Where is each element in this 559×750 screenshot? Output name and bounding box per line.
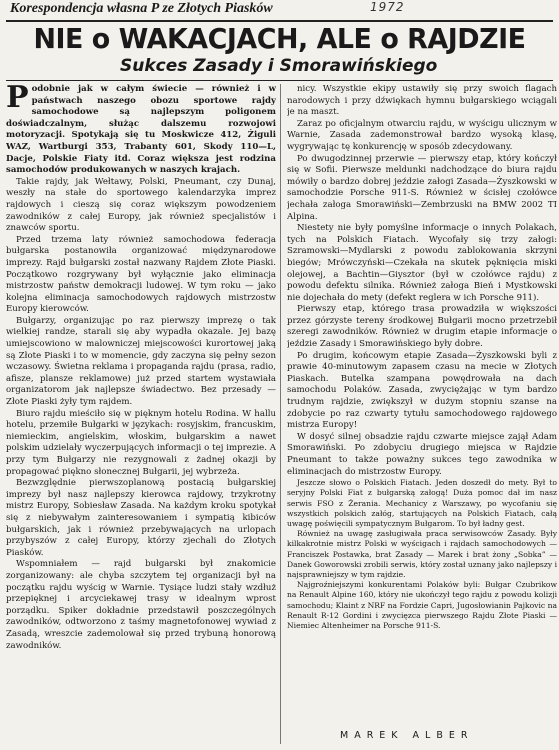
body-paragraph: W dosyć silnej obsadzie rajdu czwarte miejsce zajął Adam Smorawiński. Po zdobyciu drugiego miejsca w Rajdzie Pneumant to także poważny sukces tego zawodnika w eliminacjach do mistrzostw Europy.: [287, 431, 557, 477]
lead-paragraph: [6, 84, 276, 177]
body-paragraph: Bułgarzy, organizując po raz pierwszy imprezę o tak wielkiej randze, starali się aby wypadła okazale. Jej bazę umiejscowiono w malowniczej miejscowości kurortowej jaką są Złote Piaski i to w momencie, gdy zaczyna się pełny sezon wczasowy. Świetna reklama i propaganda rajdu (prasa, radio, afisze, plansze reklamowe) już przed startem wystawiała organizatorom jak najlepsze świadectwo. Bez przesady — Złote Piaski żyły tym rajdem.: [6, 315, 276, 408]
drop-cap: P: [6, 84, 29, 115]
dateline-bar: [0, 0, 559, 22]
body-paragraph: Zaraz po oficjalnym otwarciu rajdu, w wyścigu ulicznym w Warnie, Zasada zademonstrował bardzo wysoką klasę, wygrywając tę konkurencję w sposób zdecydowany.: [287, 118, 557, 152]
small-paragraph: Najgroźniejszymi konkurentami Polaków byli: Bułgar Czubrikow na Renault Alpine 160, który nie ukończył tego rajdu z powodu kolizji samochodu; Klaint z NRF na Fordzie Capri, Jugosłowianin Pajkovic na Renault R-12 Gordini i zwycięzca pierwszego Rajdu Złote Piaski — Niemiec Altenheimer na Porsche 911-S.: [287, 580, 557, 631]
handwritten-year: 1972: [370, 0, 405, 14]
body-paragraph: Niestety nie były pomyślne informacje o innych Polakach, tych na Polskich Fiatach. Wycofały się trzy załogi: Szramowski—Mydlarski z powodu zablokowania skrzyni biegów; Mrówczyński—Czekała na skutek pęknięcia miski olejowej, a Bachtin—Giysztor (był w czołówce rajdu) z powodu defektu silnika. Również załoga Bień i Mystkowski nie dojechała do mety (defekt reglera w ich Porsche 911).: [287, 223, 557, 303]
column-divider: [280, 84, 281, 744]
subheadline: Sukces Zasady i Smorawińskiego: [120, 56, 438, 76]
small-paragraph: Również na uwagę zasługiwała praca serwisowców Zasady. Były kilkakrotnie mistrz Polski w wyścigach i rajdach samochodowych — Franciszek Postawka, brat Zasady — Marek i brat żony „Sobka” — Danek Goworowski zrobili serwis, który został uznany jako najlepszy i najsprawniejszy w tym rajdzie.: [287, 529, 557, 580]
body-paragraph: Wspomniałem — rajd bułgarski był znakomicie zorganizowany: ale chyba szczytem tej organizacji był na początku rajdu wyścig w Warnie. Tysiące ludzi stały wzdłuż przepięknej i arcyciekawej trasy w idealnym wprost porządku. Spiker dokładnie przedstawił poszczególnych zawodników, odtworzono z taśmy magnetofonowej wywiad z Zasadą, wreszcie zademolował się przed trybuną honorową zawodników.: [6, 559, 276, 651]
headline: NIE o WAKACJACH, ALE o RAJDZIE: [33, 22, 526, 55]
author-byline: MAREK ALBER: [340, 730, 474, 741]
right-column: [287, 84, 557, 712]
body-paragraph: Pierwszy etap, którego trasa prowadziła w większości przez górzyste tereny środkowej Bułgarii mocno przetrzebił szeregi zawodników. Również w drugim etapie informacje o jeździe Zasady i Smorawińskiego były dobre.: [287, 304, 557, 350]
body-paragraph: Bezwzględnie pierwszoplanową postacią bułgarskiej imprezy był nasz najlepszy kierowca rajdowy, trzykrotny mistrz Europy, Sobiesław Zasada. Na każdym kroku spotykał się z niebywałym zainteresowaniem i sympatią kibiców bułgarskich, jak i również przebywających na urlopach przybyszów z całej Europy, którzy zjechali do Złotych Piasków.: [6, 478, 276, 558]
header-bottom-rule: [6, 80, 553, 81]
dateline: Korespondencja własna P ze Złotych Piasków: [10, 1, 273, 16]
body-paragraph: Biuro rajdu mieściło się w pięknym hotelu Rodina. W hallu hotelu, przemiłe Bułgarki w językach: rosyjskim, francuskim, niemieckim, angielskim, włoskim, bułgarskim a nawet polskim udzielały wyczerpujących informacji o tej imprezie. A przy tym Bułgarzy nie rezygnowali z żadnej okazji by propagować piękno słonecznej Bułgarii, jej wybrzeża.: [6, 408, 276, 477]
body-paragraph: Takie rajdy, jak Wełtawy, Polski, Pneumant, czy Dunaj, weszły na stałe do sportowego kalendarzyka imprez rajdowych i cieszą się coraz większym powodzeniem zawodników z całej Europy, jak również specjalistów i znawców sportu.: [6, 176, 276, 234]
body-paragraph: Przed trzema laty również samochodowa federacja bułgarska postanowiła organizować międzynarodowe imprezy. Rajd bułgarski został nazwany Rajdem Złote Piaski. Początkowo rozgrywany był wyłącznie jako eliminacja mistrzostw państw demokracji ludowej. W tym roku — jako kolejna eliminacja samochodowych rajdowych mistrzostw Europy kierowców.: [6, 234, 276, 315]
left-column: [6, 84, 276, 746]
body-paragraph: nicy. Wszystkie ekipy ustawiły się przy swoich flagach narodowych i przy dźwiękach hymnu bułgarskiego wciągali je na maszt.: [287, 84, 557, 118]
small-paragraph: Jeszcze słowo o Polskich Fiatach. Jeden doszedł do mety. Był to seryjny Polski Fiat z bułgarską załogą! Duża pomoc dał im nasz serwis FSO z Żerania. Mechanicy z Warszawy, po wycofaniu się wszystkich polskich załóg, startujących na Polskich Fiatach, całą uwagę poświęcili sympatycznym Bułgarom. To był ładny gest.: [287, 478, 557, 528]
body-paragraph: Po drugim, końcowym etapie Zasada—Żyszkowski byli z prawie 40-minutowym zapasem czasu na mecie w Złotych Piaskach. Butelka szampana powędrowała na dach samochodu Polaków. Zasada, zwyciężając w tym bardzo trudnym rajdzie, zwiększył w dużym stopniu szanse na zdobycie po raz czwarty tytułu samochodowego rajdowego mistrza Europy!: [287, 350, 557, 431]
lead-text: odobnie jak w całym świecie — również i w państwach naszego obozu sportowe rajdy samochodowe są najlepszym poligonem doświadczalnym, służąc dalszemu rozwojowi motoryzacji. Spotykają się tu Moskwicze 412, Żiguli WAZ, Wartburgi 353, Trabanty 601, Skody 110—L, Dacje, Polskie Fiaty itd. Coraz większa jest rodzina samochodów produkowanych w naszych krajach.: [6, 84, 276, 176]
body-paragraph: Po dwugodzinnej przerwie — pierwszy etap, który kończył się w Sofii. Pierwsze meldunki nadchodzące do biura rajdu mówiły o bardzo dobrej jeździe załogi Zasada—Żyszkowski w samochodzie Porsche 911-S. Również w ścisłej czołówce jechała załoga Smorawiński—Zembrzuski na BMW 2002 TI Alpina.: [287, 153, 557, 222]
